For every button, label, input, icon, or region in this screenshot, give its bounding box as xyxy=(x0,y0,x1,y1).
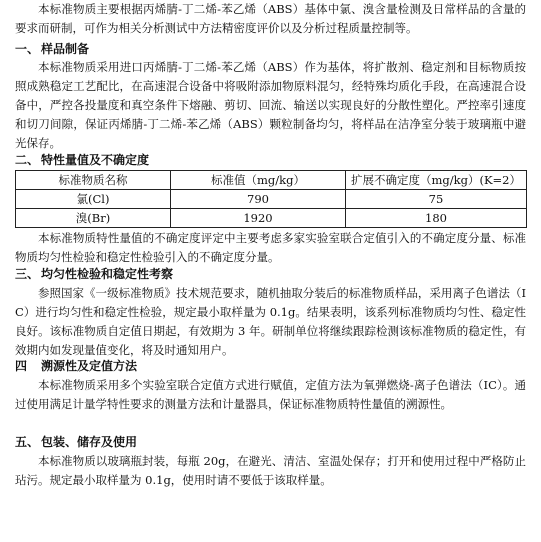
table-header-cell: 标准物质名称 xyxy=(16,171,171,190)
section-2-number: 二、 xyxy=(15,153,40,167)
section-2-body: 本标准物质特性量值的不确定度评定中主要考虑多家实验室联合定值引入的不确定度分量、标准物质均匀性检验和稳定性检验引入的不确定度分量。 xyxy=(15,231,526,264)
intro-paragraph: 本标准物质主要根据丙烯腈-丁二烯-苯乙烯（ABS）基体中氯、溴含量检测及日常样品的含量的要求而研制，可作为相关分析测试中方法精密度评价以及分析过程质量控制等。 xyxy=(15,2,526,35)
section-5-body: 本标准物质以玻璃瓶封装，每瓶 20g，在避光、清洁、室温处保存；打开和使用过程中严格防止玷污。规定最小取样量为 0.1g，使用时请不要低于该取样量。 xyxy=(15,454,526,487)
property-values-table xyxy=(15,170,527,228)
section-4-title: 溯源性及定值方法 xyxy=(41,359,138,373)
table-header-row xyxy=(16,171,527,190)
section-3-title: 均匀性检验和稳定性考察 xyxy=(41,267,174,281)
table-cell: 790 xyxy=(171,190,346,209)
section-4-body: 本标准物质采用多个实验室联合定值方式进行赋值，定值方法为氧弹燃烧-离子色谱法（IC）。通过使用满足计量学特性要求的测量方法和计量器具，保证标准物质特性量值的溯源性。 xyxy=(15,378,526,411)
section-5-heading xyxy=(15,434,137,450)
section-3-number: 三、 xyxy=(15,267,40,281)
section-3-heading xyxy=(15,266,173,282)
section-5-title: 包装、储存及使用 xyxy=(41,435,138,449)
section-1-body: 本标准物质采用进口丙烯腈-丁二烯-苯乙烯（ABS）作为基体，将扩散剂、稳定剂和目标物质按照成熟稳定工艺配比，在高速混合设备中将吸附添加物原料混匀，经特殊均质化手段，在高速混合设备中，严控各投量度和真空条件下熔融、剪切、回流、输送以实现良好的分散性塑化。严控率引速度和切刀间隙，保证丙烯腈-丁二烯-苯乙烯（ABS）颗粒制备均匀，将样品在洁净室分装于玻璃瓶中避光保存。 xyxy=(15,60,526,150)
table-cell: 1920 xyxy=(171,209,346,228)
table-row xyxy=(16,209,527,228)
section-5-number: 五、 xyxy=(15,435,40,449)
table-row xyxy=(16,190,527,209)
section-4-heading xyxy=(15,358,137,374)
table-cell: 180 xyxy=(346,209,527,228)
table-cell: 75 xyxy=(346,190,527,209)
section-1-heading xyxy=(15,41,89,57)
table-header-cell: 扩展不确定度（mg/kg）(K=2） xyxy=(346,171,527,190)
section-1-number: 一、 xyxy=(15,42,40,56)
section-2-heading xyxy=(15,152,149,168)
section-2-title: 特性量值及不确定度 xyxy=(41,153,150,167)
table-header-cell: 标准值（mg/kg） xyxy=(171,171,346,190)
section-3-body: 参照国家《一级标准物质》技术规范要求，随机抽取分装后的标准物质样品，采用离子色谱法（IC）进行均匀性和稳定性检验，规定最小取样量为 0.1g。结果表明，该系列标准物质均匀性、稳定性良好。该标准物质自定值日期起，有效期为 3 年。研制单位将继续跟踪检测该标准物质的稳定性，有效期内如发现量值变化，将及时通知用户。 xyxy=(15,286,526,357)
section-1-title: 样品制备 xyxy=(41,42,90,56)
table-cell: 溴(Br) xyxy=(16,209,171,228)
section-4-number: 四 xyxy=(15,359,28,373)
table-cell: 氯(Cl) xyxy=(16,190,171,209)
